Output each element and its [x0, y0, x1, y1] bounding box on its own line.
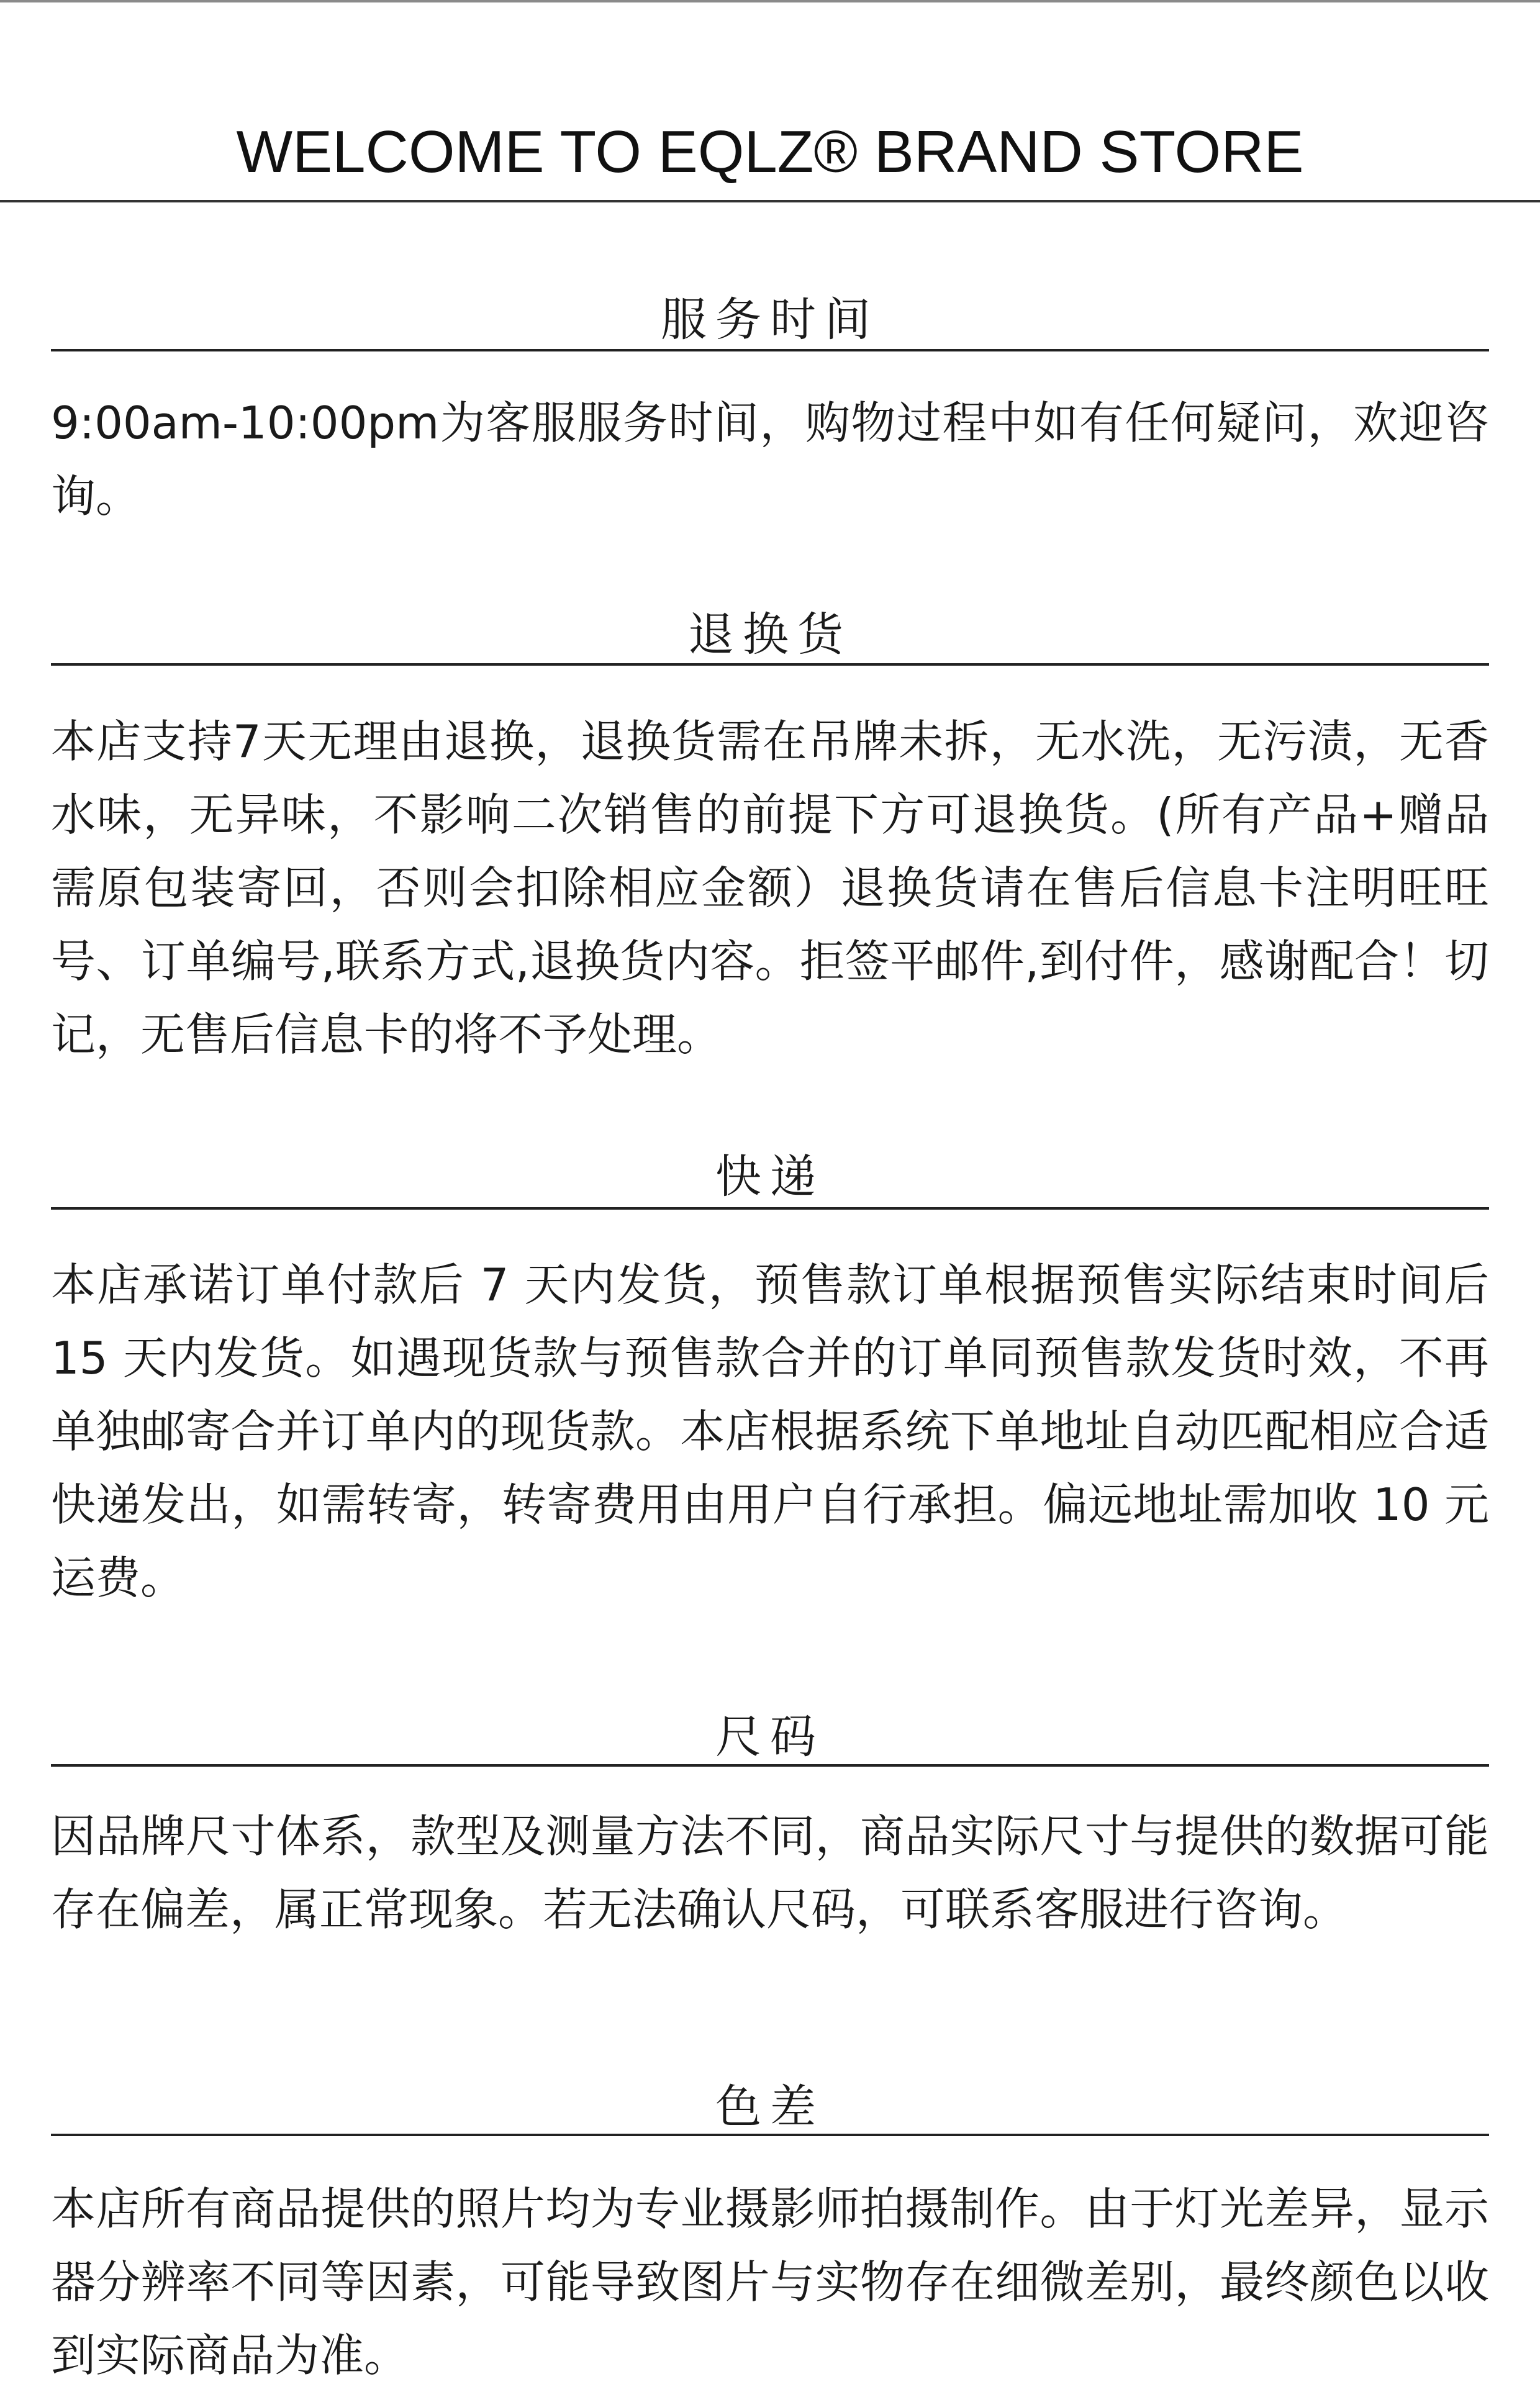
top-border	[0, 0, 1540, 2]
section-body-sizing: 因品牌尺寸体系，款型及测量方法不同，商品实际尺寸与提供的数据可能存在偏差，属正常现象。若无法确认尺码，可联系客服进行咨询。	[51, 1810, 1489, 1936]
section-title-color-difference: 色差	[715, 2080, 825, 2134]
section-title-returns: 退换货	[688, 608, 852, 661]
section-divider-sizing	[51, 1764, 1489, 1767]
section-body-returns: 本店支持7天无理由退换，退换货需在吊牌未拆，无水洗，无污渍，无香水味，无异味，不影响二次销售的前提下方可退换货。(所有产品+赠品需原包装寄回，否则会扣除相应金额）退换货请在售后信息卡注明旺旺号、订单编号,联系方式,退换货内容。拒签平邮件,到付件，感谢配合！切记，无售后信息卡的将不予处理。	[51, 715, 1489, 1061]
store-header-title: WELCOME TO EQLZ® BRAND STORE	[236, 119, 1304, 185]
section-body-service-hours: 9:00am-10:00pm为客服服务时间，购物过程中如有任何疑问，欢迎咨询。	[51, 397, 1489, 522]
section-body-color-difference: 本店所有商品提供的照片均为专业摄影师拍摄制作。由于灯光差异，显示器分辨率不同等因素，可能导致图片与实物存在细微差别，最终颜色以收到实际商品为准。	[51, 2183, 1489, 2381]
section-divider-shipping	[51, 1207, 1489, 1210]
section-divider-returns	[51, 663, 1489, 666]
section-divider-color-difference	[51, 2134, 1489, 2136]
section-title-sizing: 尺码	[715, 1710, 825, 1764]
section-title-service-hours: 服务时间	[661, 293, 879, 347]
header-divider	[0, 200, 1540, 202]
section-body-shipping: 本店承诺订单付款后 7 天内发货，预售款订单根据预售实际结束时间后 15 天内发货。如遇现货款与预售款合并的订单同预售款发货时效，不再单独邮寄合并订单内的现货款。本店根据系统下单地址自动匹配相应合适快递发出，如需转寄，转寄费用由用户自行承担。偏远地址需加收 10 元运费。	[51, 1259, 1489, 1604]
section-divider-service-hours	[51, 349, 1489, 351]
section-title-shipping: 快递	[715, 1150, 825, 1203]
